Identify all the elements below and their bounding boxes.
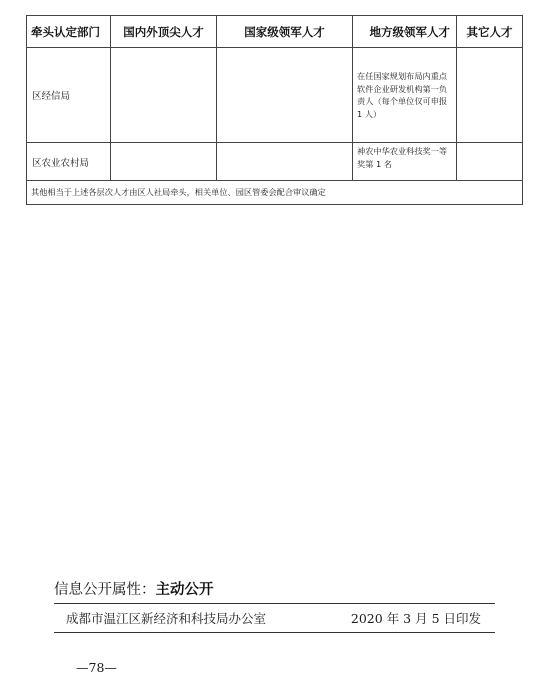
dept-cell: 区经信局 (27, 48, 111, 143)
divider-top (54, 603, 495, 604)
header-dept: 牵头认定部门 (27, 16, 111, 48)
header-other-talent: 其它人才 (457, 16, 523, 48)
local-talent-cell: 在任国家规划布局内重点软件企业研发机构第一负责人（每个单位仅可申报 1 人） (353, 48, 457, 143)
header-top-talent: 国内外顶尖人才 (111, 16, 217, 48)
other-talent-cell (457, 48, 523, 143)
talent-table (26, 15, 523, 205)
table-footnote-row (27, 181, 523, 205)
table-row (27, 143, 523, 181)
divider-bottom (54, 632, 495, 633)
top-talent-cell (111, 48, 217, 143)
page-number: —78— (76, 660, 117, 675)
disclosure-attribute (54, 578, 214, 599)
disclosure-value: 主动公开 (155, 581, 214, 598)
issue-date: 2020 年 3 月 5 日印发 (350, 611, 481, 626)
table-header-row (27, 16, 523, 48)
table-footnote: 其他相当于上述各层次人才由区人社局牵头，相关单位、园区管委会配合审议确定 (27, 181, 523, 205)
top-talent-cell (111, 143, 217, 181)
disclosure-label: 信息公开属性： (54, 582, 156, 598)
dept-cell: 区农业农村局 (27, 143, 111, 181)
other-talent-cell (457, 143, 523, 181)
national-talent-cell (217, 48, 353, 143)
issuer-office: 成都市温江区新经济和科技局办公室 (66, 611, 267, 626)
national-talent-cell (217, 143, 353, 181)
table-row (27, 48, 523, 143)
header-national-talent: 国家级领军人才 (217, 16, 353, 48)
local-talent-cell: 神农中华农业科技奖一等奖第 1 名 (353, 143, 457, 181)
header-local-talent: 地方级领军人才 (353, 16, 457, 48)
